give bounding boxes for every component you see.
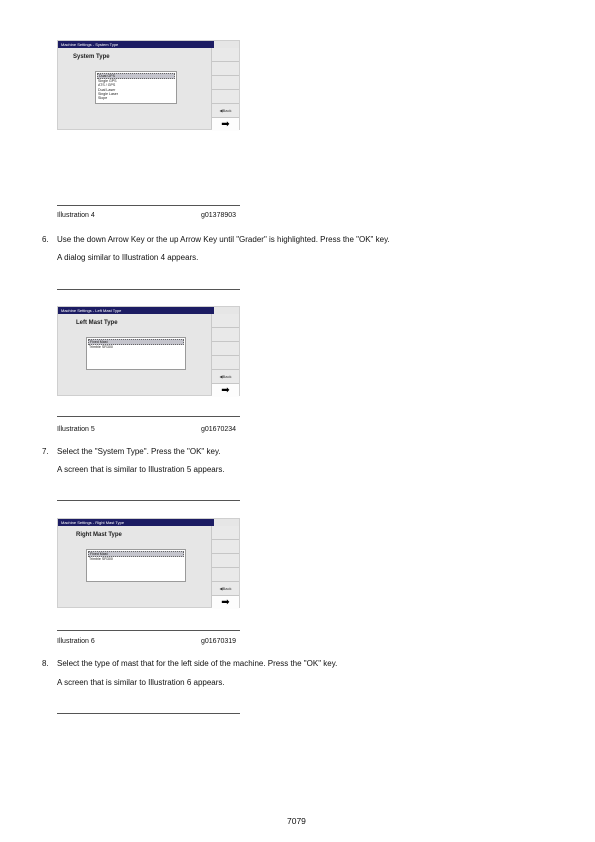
window-main-area: [58, 48, 214, 129]
illustration-caption-label: Illustration 5: [57, 426, 95, 433]
right-mast-listbox[interactable]: [86, 549, 186, 582]
window-main-area: [58, 526, 214, 607]
page-number: 7079: [287, 816, 306, 826]
illustration-4-screenshot: [57, 40, 240, 130]
illustration-caption-code: g01670319: [201, 638, 237, 645]
list-item[interactable]: Trimble SR300: [89, 557, 113, 562]
softkey-4[interactable]: [212, 568, 239, 582]
back-label: Back: [222, 108, 232, 113]
softkey-panel: [211, 314, 239, 395]
list-item-selected[interactable]: Fixed Mast: [88, 551, 184, 557]
next-button[interactable]: [212, 596, 239, 609]
step-number: 7.: [42, 447, 49, 456]
back-arrow-icon: ◀: [219, 374, 223, 379]
window-title: Machine Settings - Right Mast Type: [61, 520, 125, 525]
back-label: Back: [222, 374, 232, 379]
softkey-panel: [211, 526, 239, 607]
divider-rule: [57, 713, 240, 714]
divider-rule: [57, 630, 240, 631]
step-result: A dialog similar to Illustration 4 appears.: [57, 253, 199, 262]
window-title-bar: [58, 307, 214, 314]
back-button[interactable]: [212, 370, 239, 384]
step-result: A screen that is similar to Illustration 5 appears.: [57, 465, 225, 474]
list-item[interactable]: Single Laser: [98, 91, 118, 96]
step-text: Select the type of mast that for the left side of the machine. Press the "OK" key.: [57, 659, 338, 668]
divider-rule: [57, 289, 240, 290]
window-main-area: [58, 314, 214, 395]
step-number: 8.: [42, 659, 49, 668]
list-item[interactable]: Slope: [98, 96, 108, 101]
screen-heading: Right Mast Type: [76, 532, 122, 538]
softkey-4[interactable]: [212, 90, 239, 104]
screen-heading: Left Mast Type: [76, 320, 118, 326]
back-button[interactable]: [212, 104, 239, 118]
list-item-selected[interactable]: Dual GPS: [97, 73, 175, 79]
illustration-caption-label: Illustration 4: [57, 212, 95, 219]
divider-rule: [57, 416, 240, 417]
softkey-2[interactable]: [212, 540, 239, 554]
list-item[interactable]: Trimble SR300: [89, 345, 113, 350]
step-text: Use the down Arrow Key or the up Arrow Key until "Grader" is highlighted. Press the "OK" key.: [57, 235, 390, 244]
right-arrow-icon: ➡: [221, 597, 230, 608]
list-item-selected[interactable]: Fixed Mast: [88, 339, 184, 345]
list-item[interactable]: Single GPS: [98, 79, 117, 84]
next-button[interactable]: [212, 384, 239, 397]
illustration-caption-code: g01378903: [201, 212, 237, 219]
back-label: Back: [222, 586, 232, 591]
divider-rule: [57, 205, 240, 206]
softkey-2[interactable]: [212, 328, 239, 342]
window-title: Machine Settings - System Type: [61, 42, 119, 47]
step-text: Select the "System Type". Press the "OK" key.: [57, 447, 221, 456]
softkey-3[interactable]: [212, 342, 239, 356]
softkey-1[interactable]: [212, 314, 239, 328]
system-type-listbox[interactable]: [95, 71, 177, 104]
right-arrow-icon: ➡: [221, 119, 230, 130]
left-mast-listbox[interactable]: [86, 337, 186, 370]
back-arrow-icon: ◀: [219, 108, 223, 113]
step-result: A screen that is similar to Illustration 6 appears.: [57, 678, 225, 687]
window-title: Machine Settings - Left Mast Type: [61, 308, 122, 313]
illustration-5-screenshot: [57, 306, 240, 396]
softkey-3[interactable]: [212, 76, 239, 90]
screen-heading: System Type: [73, 54, 110, 60]
right-arrow-icon: ➡: [221, 385, 230, 396]
window-title-bar: [58, 41, 214, 48]
softkey-3[interactable]: [212, 554, 239, 568]
illustration-6-screenshot: [57, 518, 240, 608]
divider-rule: [57, 500, 240, 501]
back-button[interactable]: [212, 582, 239, 596]
softkey-4[interactable]: [212, 356, 239, 370]
illustration-caption-code: g01670234: [201, 426, 237, 433]
step-number: 6.: [42, 235, 49, 244]
softkey-1[interactable]: [212, 48, 239, 62]
next-button[interactable]: [212, 118, 239, 131]
softkey-1[interactable]: [212, 526, 239, 540]
softkey-panel: [211, 48, 239, 129]
list-item[interactable]: ATS / GPS: [98, 83, 116, 88]
list-item[interactable]: Dual Laser: [98, 87, 116, 92]
back-arrow-icon: ◀: [219, 586, 223, 591]
softkey-2[interactable]: [212, 62, 239, 76]
window-title-bar: [58, 519, 214, 526]
illustration-caption-label: Illustration 6: [57, 638, 95, 645]
